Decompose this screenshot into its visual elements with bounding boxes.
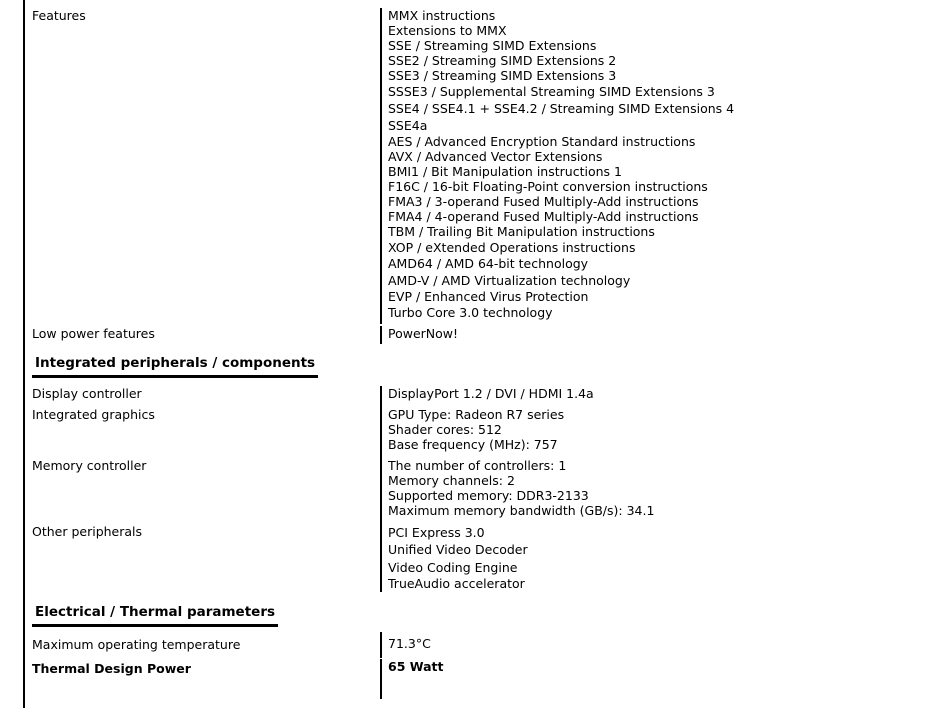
spec-value: DisplayPort 1.2 / DVI / HDMI 1.4a [388, 386, 594, 401]
section-heading-integrated: Integrated peripherals / components [32, 355, 318, 378]
spec-value: Turbo Core 3.0 technology [388, 305, 553, 320]
section-heading-electrical: Electrical / Thermal parameters [32, 604, 278, 627]
spec-value: FMA3 / 3-operand Fused Multiply-Add instructions [388, 194, 699, 209]
spec-value: PCI Express 3.0 [388, 525, 485, 540]
spec-value: AVX / Advanced Vector Extensions [388, 149, 603, 164]
spec-value: 65 Watt [388, 659, 444, 674]
spec-value: PowerNow! [388, 326, 459, 341]
spec-label: Other peripherals [32, 524, 143, 539]
spec-value: Extensions to MMX [388, 23, 507, 38]
spec-value: Shader cores: 512 [388, 422, 502, 437]
spec-value: The number of controllers: 1 [388, 458, 567, 473]
spec-value: GPU Type: Radeon R7 series [388, 407, 565, 422]
spec-value-list [380, 407, 564, 458]
spec-label: Memory controller [32, 458, 147, 473]
spec-value: Base frequency (MHz): 757 [388, 437, 558, 452]
spec-label: Display controller [32, 386, 142, 401]
spec-value-list [380, 524, 528, 592]
spec-label: Low power features [32, 326, 155, 341]
spec-value: SSE2 / Streaming SIMD Extensions 2 [388, 53, 617, 68]
spec-value-list [380, 458, 654, 524]
spec-value: AMD-V / AMD Virtualization technology [388, 273, 631, 288]
spec-value: Memory channels: 2 [388, 473, 515, 488]
spec-value: Maximum memory bandwidth (GB/s): 34.1 [388, 503, 655, 518]
spec-value: F16C / 16-bit Floating-Point conversion instructions [388, 179, 708, 194]
spec-value: FMA4 / 4-operand Fused Multiply-Add instructions [388, 209, 699, 224]
spec-value-list [380, 8, 734, 324]
spec-value: SSE4a [388, 118, 428, 133]
spec-value: Unified Video Decoder [388, 542, 528, 557]
spec-label: Integrated graphics [32, 407, 155, 422]
spec-value: AMD64 / AMD 64-bit technology [388, 256, 589, 271]
spec-value: SSE / Streaming SIMD Extensions [388, 38, 597, 53]
spec-value: Video Coding Engine [388, 560, 518, 575]
spec-value: MMX instructions [388, 8, 496, 23]
spec-value: SSSE3 / Supplemental Streaming SIMD Extensions 3 [388, 84, 715, 99]
spec-value: XOP / eXtended Operations instructions [388, 240, 636, 255]
spec-value-list [380, 632, 431, 658]
spec-label: Features [32, 8, 86, 23]
spec-value: BMI1 / Bit Manipulation instructions 1 [388, 164, 622, 179]
spec-value-list [380, 386, 594, 407]
spec-value: 71.3°C [388, 636, 431, 651]
spec-value: AES / Advanced Encryption Standard instructions [388, 134, 696, 149]
spec-value: TrueAudio accelerator [388, 576, 525, 591]
spec-value: EVP / Enhanced Virus Protection [388, 289, 589, 304]
spec-value-list [380, 326, 458, 344]
spec-value: TBM / Trailing Bit Manipulation instructions [388, 224, 655, 239]
spec-label: Thermal Design Power [32, 661, 191, 676]
spec-label: Maximum operating temperature [32, 637, 241, 652]
spec-value-list [380, 659, 443, 699]
spec-value: SSE3 / Streaming SIMD Extensions 3 [388, 68, 617, 83]
spec-value: Supported memory: DDR3-2133 [388, 488, 589, 503]
spec-value: SSE4 / SSE4.1 + SSE4.2 / Streaming SIMD Extensions 4 [388, 101, 735, 116]
